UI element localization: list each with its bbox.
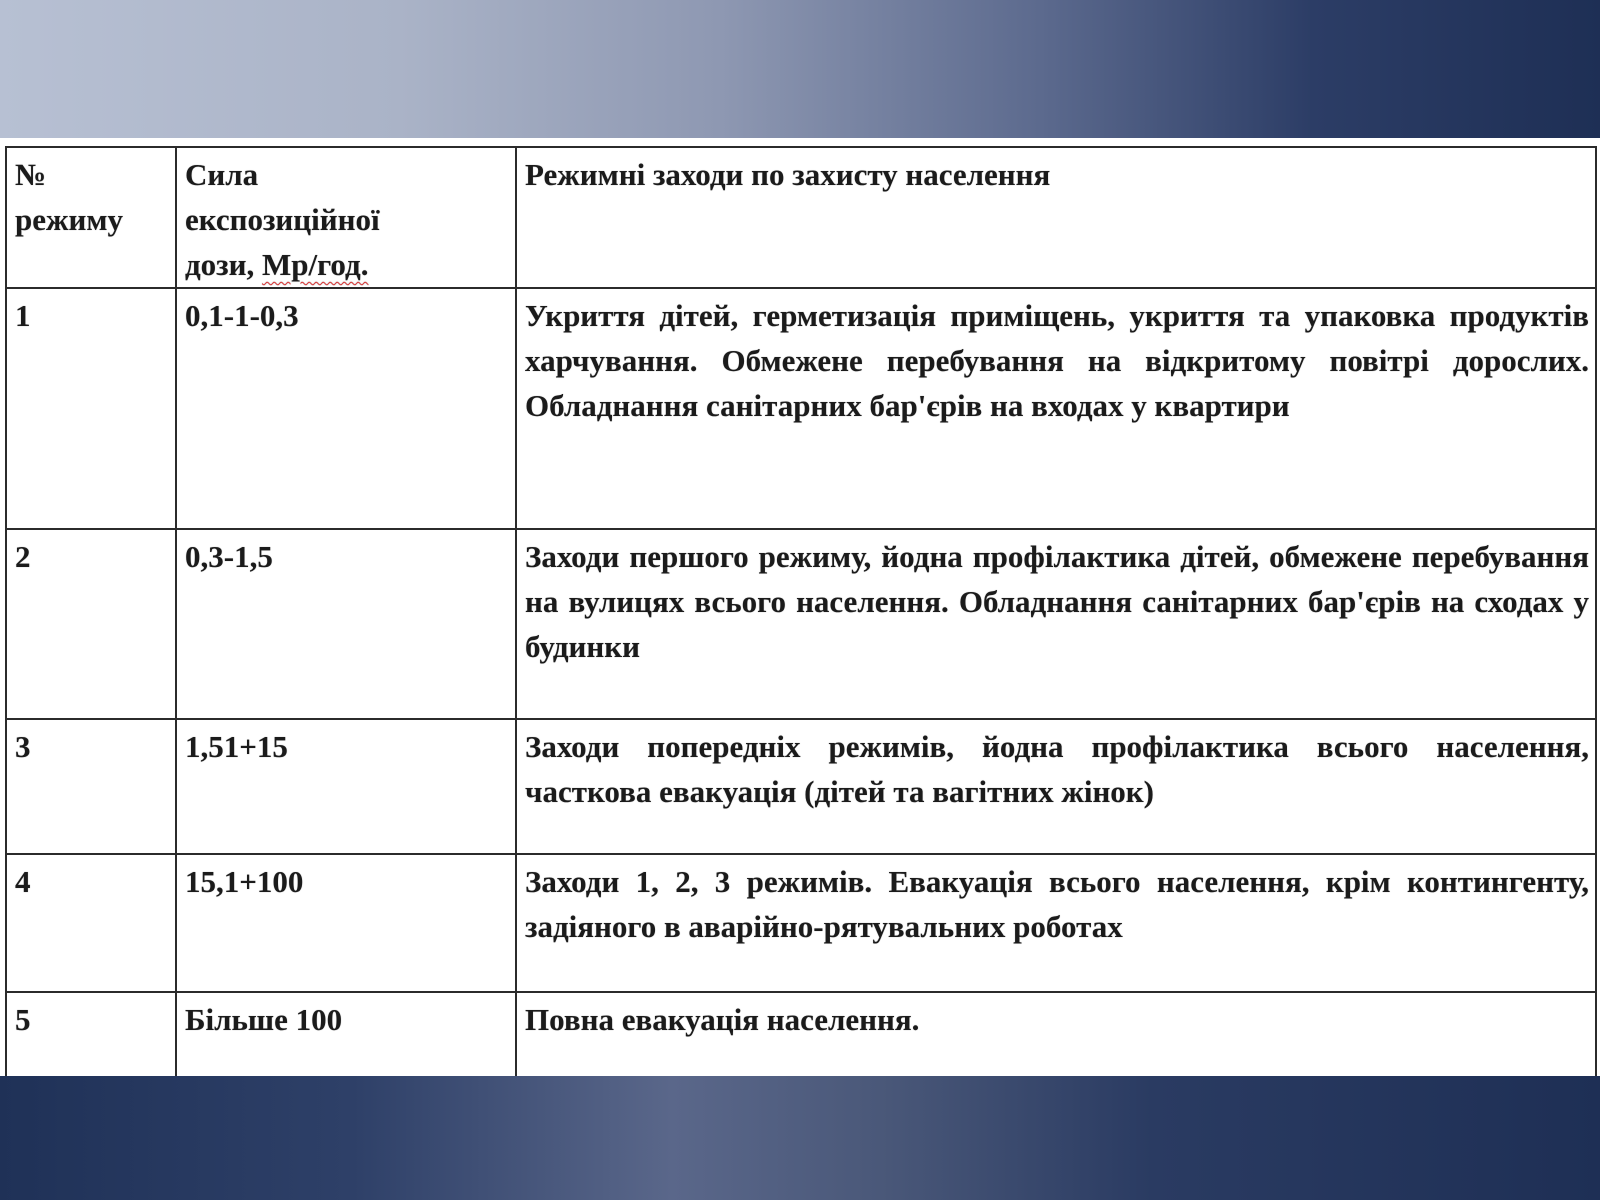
header-regime-number [6,147,176,288]
dose-rate: 0,3-1,5 [176,529,516,719]
table-row [6,854,1596,992]
header-dose-line1: Сила [185,157,259,192]
regime-number: 3 [6,719,176,854]
header-measures: Режимні заходи по захисту населення [516,147,1596,288]
header-dose-rate [176,147,516,288]
header-num-line2: режиму [15,202,123,237]
header-dose-prefix: дози, [185,247,263,282]
dose-rate: Більше 100 [176,992,516,1078]
table-header-row [6,147,1596,288]
regime-number: 4 [6,854,176,992]
protection-regimes-table [5,146,1597,1079]
table-row [6,288,1596,529]
dose-rate: 1,51+15 [176,719,516,854]
header-num-line1: № [15,157,47,192]
regime-number: 1 [6,288,176,529]
table-panel [0,138,1600,1076]
header-dose-line3 [185,242,509,287]
slide-top-band [0,0,1600,138]
dose-rate: 0,1-1-0,3 [176,288,516,529]
protection-measures: Заходи 1, 2, 3 режимів. Евакуація всього населення, крім контингенту, задіяного в аварійно-рятувальних роботах [516,854,1596,992]
table-row [6,529,1596,719]
slide-bottom-band [0,1076,1600,1200]
protection-measures: Заходи першого режиму, йодна профілактика дітей, обмежене перебування на вулицях всього населення. Обладнання санітарних бар'єрів на сходах у будинки [516,529,1596,719]
regime-number: 2 [6,529,176,719]
protection-measures: Заходи попередніх режимів, йодна профілактика всього населення, часткова евакуація (дітей та вагітних жінок) [516,719,1596,854]
dose-rate: 15,1+100 [176,854,516,992]
table-row [6,992,1596,1078]
protection-measures: Повна евакуація населення. [516,992,1596,1078]
header-dose-unit: Мр/год. [262,247,369,282]
protection-measures: Укриття дітей, герметизація приміщень, укриття та упаковка продуктів харчування. Обмежене перебування на відкритому повітрі дорослих. Обладнання санітарних бар'єрів на входах у квартири [516,288,1596,529]
header-dose-line2: експозиційної [185,202,380,237]
table-row [6,719,1596,854]
regime-number: 5 [6,992,176,1078]
